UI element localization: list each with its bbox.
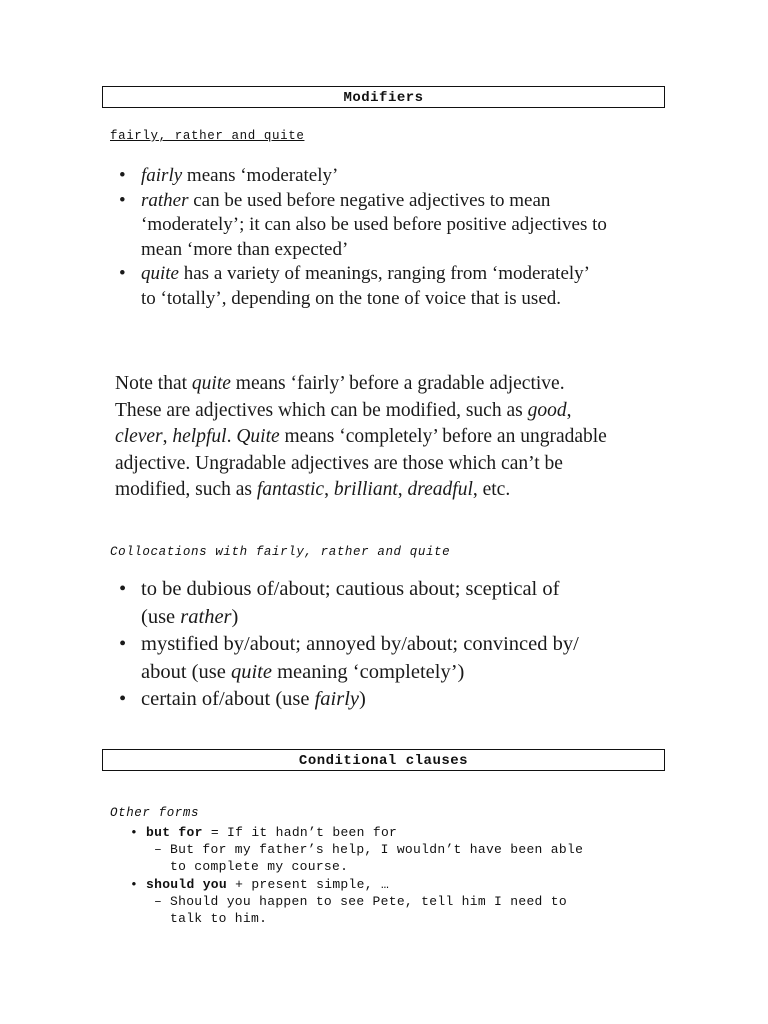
list-item [113, 262, 673, 311]
text-segment: means ‘fairly’ before a gradable adjective. [230, 373, 565, 394]
form-meaning: + present simple, … [227, 876, 390, 892]
italic-term: brilliant [333, 479, 398, 500]
text-segment: These are adjectives which can be modified, such as [115, 399, 528, 421]
bullet-text-line2 [141, 606, 238, 628]
bullet-text: to be dubious of/about; cautious about; sceptical of [141, 578, 560, 600]
bullet-icon: • [119, 165, 126, 186]
text-segment: , [162, 426, 173, 447]
other-forms-heading: Other forms [110, 806, 200, 820]
example-line: talk to him. [170, 911, 268, 927]
form-keyword: but for [146, 825, 203, 840]
dash-icon: – [154, 893, 163, 909]
bullet-text-line2 [141, 661, 464, 683]
bullet-icon: • [119, 263, 126, 284]
bullet-icon: • [130, 876, 139, 892]
text-segment: adjective. Ungradable adjectives are those which can’t be [115, 452, 563, 474]
bullet-text-line2: to ‘totally’, depending on the tone of voice that is used. [141, 287, 562, 309]
italic-term: quite [230, 660, 272, 683]
italic-term: quite [191, 373, 231, 394]
text-segment: can be used before negative adjectives to mean [188, 189, 551, 211]
bullet-icon: • [119, 189, 126, 211]
text-segment: , [566, 399, 572, 421]
bullet-text [141, 165, 338, 186]
bullet-icon: • [119, 578, 127, 600]
example-line: to complete my course. [170, 859, 349, 875]
note-line [115, 371, 695, 398]
text-segment: Note that [115, 373, 192, 394]
italic-term: clever [115, 426, 163, 447]
list-item [113, 576, 693, 631]
bullet-icon: • [130, 825, 139, 840]
dash-icon: – [154, 842, 163, 858]
italic-term: good [527, 399, 567, 421]
text-segment: means ‘completely’ before an ungradable [279, 426, 607, 447]
text-segment: , [397, 479, 408, 500]
list-item [113, 189, 673, 263]
form-meaning: = If it hadn’t been for [202, 825, 398, 840]
text-segment: about (use [141, 660, 231, 683]
example-item [100, 893, 720, 927]
list-item [113, 631, 693, 686]
note-paragraph [115, 371, 695, 504]
meanings-list [113, 164, 673, 311]
italic-term: rather [141, 189, 189, 211]
italic-term: helpful [172, 426, 227, 447]
text-segment: . [226, 426, 237, 447]
bullet-text [141, 263, 590, 284]
text-segment: has a variety of meanings, ranging from ‘moderately’ [179, 263, 590, 284]
note-line [115, 424, 695, 451]
note-line [115, 477, 695, 504]
text-segment: , [324, 479, 334, 500]
modifiers-subheading: fairly, rather and quite [110, 129, 305, 143]
list-item [100, 824, 720, 841]
italic-term: rather [180, 605, 232, 628]
note-line [115, 451, 695, 478]
bullet-text [141, 190, 550, 211]
form-keyword: should you [146, 876, 228, 892]
italic-term: fairly [141, 165, 183, 186]
list-item [113, 164, 673, 189]
conditional-heading: Conditional clauses [102, 749, 665, 771]
bullet-icon: • [119, 688, 127, 710]
italic-term: Quite [236, 426, 280, 447]
text-segment: modified, such as [115, 479, 257, 500]
example-line: Should you happen to see Pete, tell him I need to [170, 893, 567, 909]
text-segment: (use [141, 605, 181, 628]
example-line: But for my father’s help, I wouldn’t have been able [170, 842, 584, 858]
example-item [100, 841, 720, 875]
text-segment: meaning ‘completely’) [271, 660, 465, 683]
collocations-heading: Collocations with fairly, rather and quite [110, 545, 451, 559]
bullet-text-line2: ‘moderately’; it can also be used before positive adjectives to [141, 214, 607, 235]
note-line [115, 398, 695, 425]
text-segment: certain of/about (use [141, 688, 315, 710]
collocations-list [113, 576, 693, 714]
italic-term: dreadful [407, 479, 473, 500]
text-segment: ) [231, 605, 239, 628]
bullet-text: mystified by/about; annoyed by/about; convinced by/ [141, 633, 579, 655]
text-segment: , etc. [472, 479, 511, 500]
bullet-icon: • [119, 633, 127, 655]
bullet-text-line3: mean ‘more than expected’ [141, 238, 349, 260]
italic-term: fantastic [256, 479, 325, 500]
modifiers-heading: Modifiers [102, 86, 665, 108]
text-segment: means ‘moderately’ [182, 165, 339, 186]
italic-term: quite [141, 263, 179, 284]
text-segment: ) [359, 688, 366, 710]
list-item [113, 686, 693, 714]
list-item [100, 876, 720, 893]
other-forms-list [100, 824, 720, 927]
bullet-text [141, 688, 366, 710]
italic-term: fairly [314, 688, 360, 710]
